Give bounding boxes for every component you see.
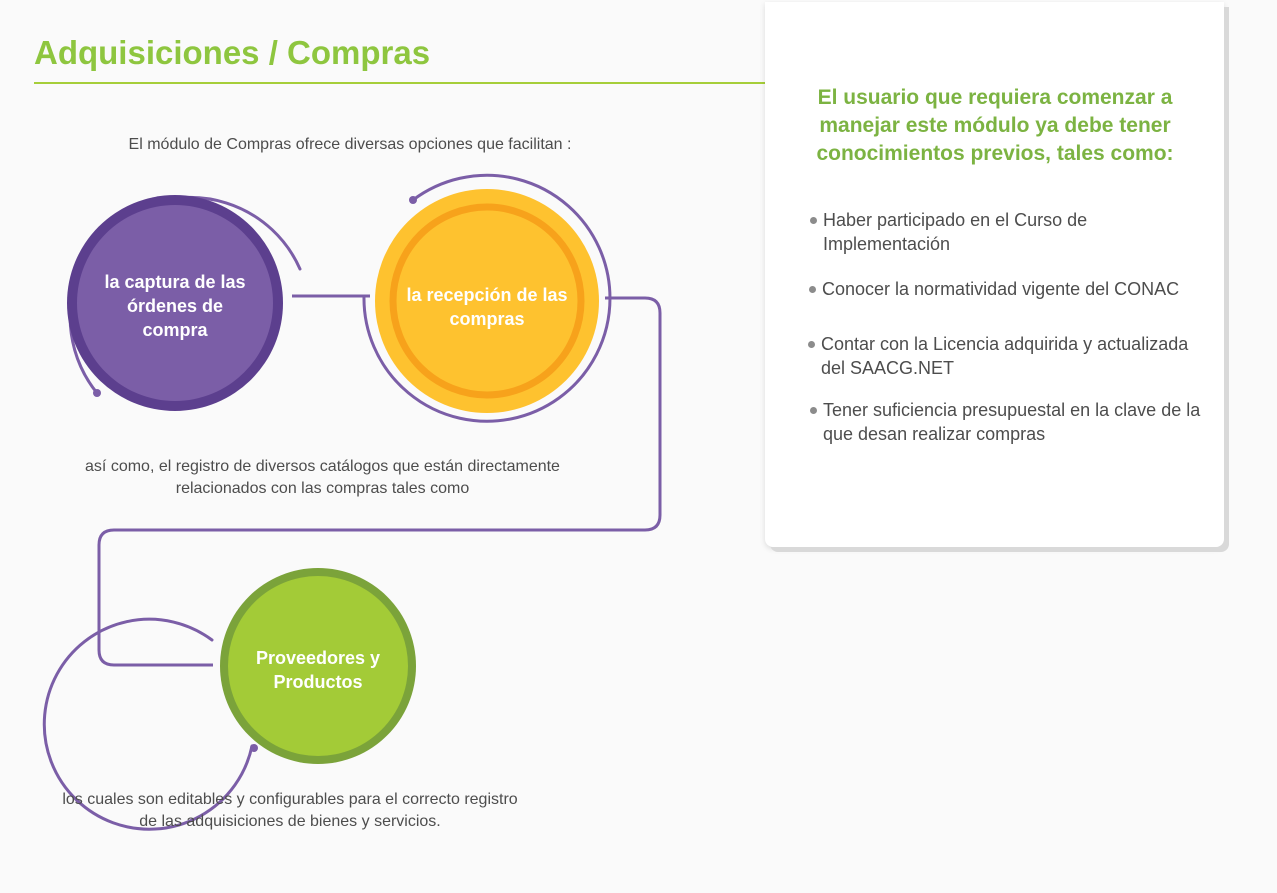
captura-label: la captura de las órdenes de compra (104, 272, 246, 340)
prerequisites-card (765, 2, 1224, 547)
bullet-icon (810, 217, 817, 224)
bullet-icon (809, 286, 816, 293)
captura-end-dot (93, 389, 101, 397)
catalogs-text: así como, el registro de diversos catálogos que están directamente relacionados con las compras tales como (85, 458, 560, 497)
requirement-item (823, 208, 1203, 256)
requirement-text: Tener suficiencia presupuestal en la clave de la que desan realizar compras (823, 400, 1201, 444)
requirement-item (822, 277, 1202, 301)
proveedores-end-dot (250, 744, 258, 752)
requirement-item (823, 398, 1203, 446)
requirement-item (821, 332, 1201, 380)
intro-text: El módulo de Compras ofrece diversas opciones que facilitan : (128, 136, 572, 153)
bullet-icon (810, 407, 817, 414)
page-title: Adquisiciones / Compras (34, 34, 431, 71)
requirement-text: Conocer la normatividad vigente del CONAC (822, 279, 1180, 299)
prerequisites-heading: El usuario que requiera comenzar a manejar este módulo ya debe tener conocimientos previos, tales como: (816, 86, 1174, 165)
requirement-text: Contar con la Licencia adquirida y actualizada del SAACG.NET (821, 334, 1189, 378)
proveedores-label: Proveedores y Productos (255, 648, 381, 692)
recepcion-label: la recepción de las compras (406, 285, 568, 329)
recepcion-end-dot (409, 196, 417, 204)
requirement-text: Haber participado en el Curso de Implementación (823, 210, 1088, 254)
bullet-icon (808, 341, 815, 348)
closing-text: los cuales son editables y configurables para el correcto registro de las adquisiciones de bienes y servicios. (62, 791, 518, 830)
